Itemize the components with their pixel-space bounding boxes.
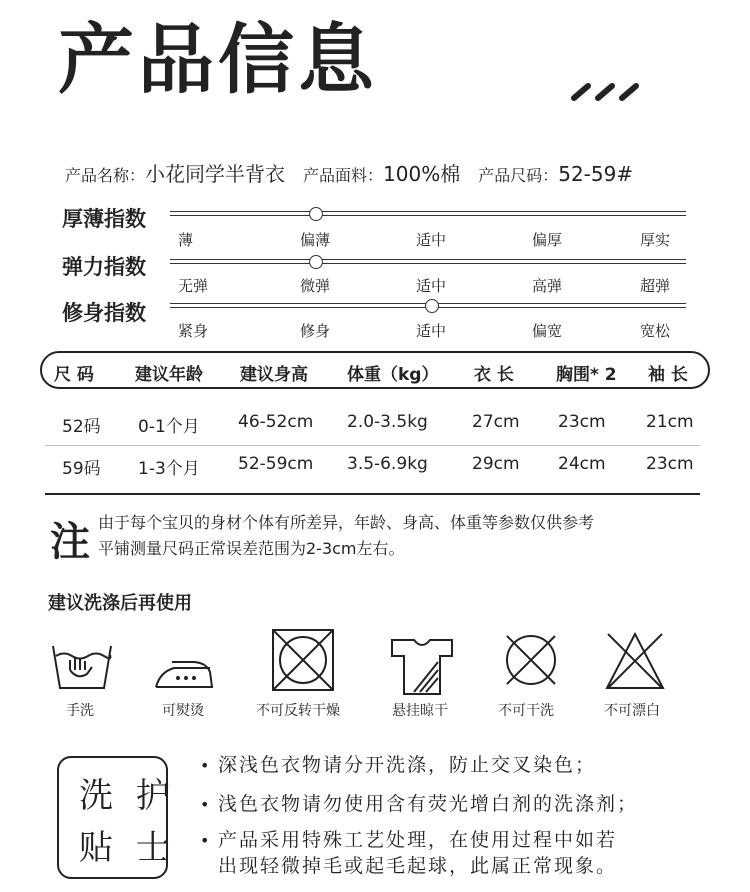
index-option: 高弹 — [532, 277, 563, 295]
header-cell: 袖 长 — [648, 365, 688, 385]
care-box-line-2: 贴 士 — [79, 828, 176, 868]
table-cell: 21cm — [646, 412, 694, 432]
wash-label: 手洗 — [66, 703, 94, 719]
table-row — [0, 412, 750, 436]
index-option: 微弹 — [300, 277, 331, 295]
size-table-header — [40, 351, 710, 389]
index-option: 适中 — [416, 322, 447, 340]
page-title: 产品信息 — [58, 15, 378, 104]
index-option: 适中 — [416, 277, 447, 295]
tip-text: 产品采用特殊工艺处理，在使用过程中如若 — [218, 829, 618, 851]
no-tumble-dry-icon — [271, 628, 335, 692]
header-cell: 建议年龄 — [135, 365, 203, 385]
care-tip — [200, 750, 596, 777]
index-option: 薄 — [178, 231, 194, 249]
index-marker — [309, 255, 323, 269]
care-tip — [200, 789, 638, 816]
tip-text: 出现轻微掉毛或起毛起球，此属正常现象。 — [218, 855, 618, 877]
note-line-2: 平铺测量尺码正常误差范围为2-3cm左右。 — [98, 539, 405, 558]
header-cell: 衣 长 — [474, 365, 514, 385]
index-option: 偏宽 — [532, 322, 563, 340]
index-option: 厚实 — [640, 231, 671, 249]
fabric-value: 100%棉 — [383, 162, 461, 186]
wash-label: 可熨烫 — [162, 703, 204, 719]
no-dry-clean-icon — [503, 632, 559, 688]
table-cell: 52-59cm — [238, 454, 314, 474]
note-mark: 注 — [50, 519, 90, 565]
index-scale-line — [170, 211, 686, 216]
index-option: 偏厚 — [532, 231, 563, 249]
tip-text: 深浅色衣物请分开洗涤，防止交叉染色； — [218, 754, 597, 776]
index-option: 超弹 — [640, 277, 671, 295]
bullet: • — [200, 831, 212, 850]
care-tip-continued — [200, 851, 617, 878]
care-tips-box — [57, 756, 176, 879]
care-box-line-1: 洗 护 — [79, 776, 176, 816]
table-cell: 46-52cm — [238, 412, 314, 432]
bullet: • — [200, 756, 212, 775]
table-cell: 59码 — [62, 459, 101, 479]
index-option: 紧身 — [178, 322, 209, 340]
hand-wash-icon — [50, 640, 114, 692]
header-cell: 建议身高 — [240, 365, 308, 385]
iron-icon — [152, 640, 216, 692]
table-cell: 24cm — [558, 454, 606, 474]
hang-dry-shade-icon — [390, 636, 454, 696]
table-cell: 23cm — [558, 412, 606, 432]
wash-label: 不可漂白 — [604, 703, 660, 719]
index-label: 修身指数 — [62, 301, 146, 325]
index-option: 修身 — [300, 322, 331, 340]
index-option: 适中 — [416, 231, 447, 249]
header-cell: 体重（kg） — [347, 365, 439, 385]
wash-label: 不可反转干燥 — [256, 703, 340, 719]
row-divider — [45, 445, 700, 446]
table-cell: 23cm — [646, 454, 694, 474]
table-cell: 1-3个月 — [138, 459, 200, 479]
table-cell: 2.0-3.5kg — [347, 412, 428, 432]
table-bottom-rule — [45, 493, 700, 495]
name-value: 小花同学半背衣 — [145, 162, 286, 186]
table-cell: 52码 — [62, 417, 101, 437]
bullet: • — [200, 795, 212, 814]
name-label: 产品名称： — [65, 166, 146, 185]
table-cell: 3.5-6.9kg — [347, 454, 428, 474]
table-row — [0, 454, 750, 478]
index-label: 弹力指数 — [62, 255, 146, 279]
index-marker — [309, 207, 323, 221]
product-meta — [65, 158, 633, 187]
index-scale-line — [170, 259, 686, 264]
header-cell: 胸围* 2 — [556, 365, 617, 385]
fabric-label: 产品面料： — [303, 166, 384, 185]
table-cell: 27cm — [472, 412, 520, 432]
decorative-slashes-icon — [570, 78, 642, 102]
index-option: 无弹 — [178, 277, 209, 295]
size-value: 52-59# — [558, 162, 634, 186]
index-option: 偏薄 — [300, 231, 331, 249]
wash-title: 建议洗涤后再使用 — [48, 593, 192, 614]
no-bleach-icon — [604, 630, 666, 692]
care-tip — [200, 825, 617, 852]
index-label: 厚薄指数 — [62, 207, 146, 231]
note-line-1: 由于每个宝贝的身材个体有所差异，年龄、身高、体重等参数仅供参考 — [98, 513, 595, 532]
table-cell: 29cm — [472, 454, 520, 474]
index-marker — [425, 299, 439, 313]
wash-label: 不可干洗 — [498, 703, 554, 719]
table-cell: 0-1个月 — [138, 417, 200, 437]
wash-label: 悬挂晾干 — [392, 703, 448, 719]
header-cell: 尺 码 — [54, 365, 94, 385]
index-option: 宽松 — [640, 322, 671, 340]
size-label: 产品尺码： — [478, 166, 559, 185]
tip-text: 浅色衣物请勿使用含有荧光增白剂的洗涤剂； — [218, 793, 639, 815]
